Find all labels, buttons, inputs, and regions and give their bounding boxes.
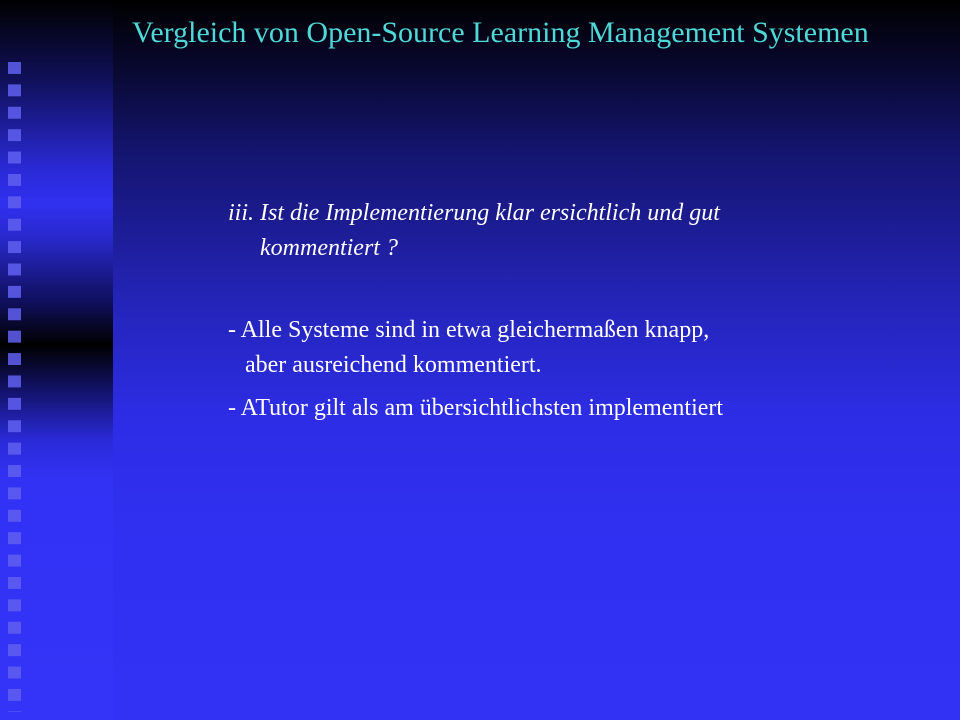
bullet-point-1-line-1: - Alle Systeme sind in etwa gleichermaßen knapp, (228, 317, 710, 343)
bullet-point-2-line-1: - ATutor gilt als am übersichtlichsten implementiert (228, 395, 724, 421)
bullet-point-1-line-2: aber ausreichend kommentiert. (245, 352, 542, 378)
question-text (228, 196, 928, 266)
slide-content (228, 196, 928, 426)
decorative-sidebar (0, 0, 113, 720)
bullet-point-2 (228, 391, 928, 426)
square-bullet-column (8, 62, 24, 712)
bullet-point-1 (228, 313, 928, 383)
question-line-2: kommentiert ? (260, 235, 398, 261)
slide-title: Vergleich von Open-Source Learning Management Systemen (132, 16, 869, 49)
question-line-1: iii. Ist die Implementierung klar ersichtlich und gut (228, 200, 720, 226)
